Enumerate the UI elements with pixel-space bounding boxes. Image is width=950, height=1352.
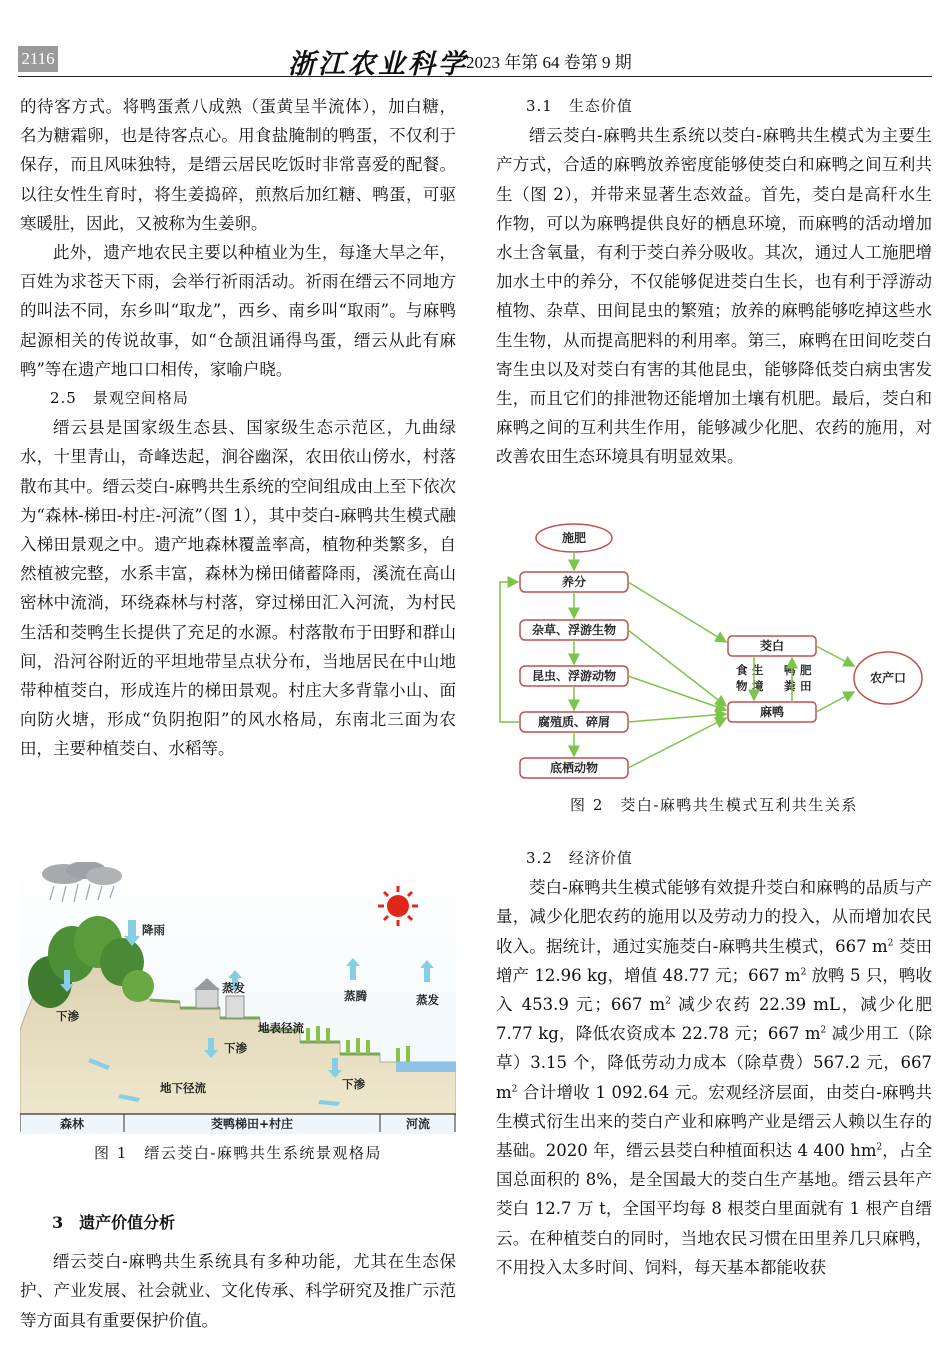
rel-food-2: 物 (736, 679, 748, 693)
label-rain: 降雨 (142, 923, 165, 937)
section-heading: 3.1 生态价值 (526, 97, 633, 115)
node-nutrients-label: 养分 (561, 575, 587, 589)
label-forest: 森林 (59, 1117, 85, 1131)
sun-icon (378, 886, 418, 926)
rel-words: 食物生境鸭粪肥田 (496, 520, 504, 521)
node-duck-label: 麻鸭 (759, 705, 785, 719)
figure-2-diagram (496, 520, 932, 790)
node-jiaobai-label: 茭白 (759, 639, 785, 653)
rel-habitat-1: 生 (752, 663, 764, 677)
node-output-label: 农产口 (869, 671, 907, 685)
page-number: 2116 (18, 46, 58, 72)
node-benthic-label: 底栖动物 (549, 761, 599, 775)
label-surface-runoff: 地表径流 (258, 1021, 304, 1035)
paragraph: 茭白-麻鸭共生模式能够有效提升茭白和麻鸭的品质与产量，减少化肥农药的施用以及劳动力的投入，从而增加农民收入。据统计，通过实施茭白-麻鸭共生模式，667 $m^2$ 茭田增产 12.96 kg，增值 48.77 元；667 $m^2$ 放鸭 5 只，鸭收入 453.9 元；667 $m^2$ 减少农药 22.39 mL，减少化肥 7.77 kg，降低农资成本 22.78 元；667 $m^2$ 减少用工（除草）3.15 个，降低劳动力成本（除草费）567.2 元，667 $m^2$ 合计增收 1 092.64 元。宏观经济层面，由茭白-麻鸭共生模式衍生出来的茭白产业和麻鸭产业是缙云人赖以生存的基础。2020 年，缙云县茭白种植面积达 4 400 $hm^2$，占全国总面积的 8%，是全国最大的茭白生产基地。缙云县年产茭白 12.7 万 t，全国平均每 8 根茭白里面就有 1 根产自缙云。在种植茭白的同时，当地农民习惯在田里养几只麻鸭，不用投入太多时间、饲料，每天基本都能收获 (496, 878, 932, 1277)
river-water (396, 1062, 456, 1072)
node-humus-label: 腐殖质、碎屑 (537, 715, 611, 729)
figure-1-landscape (20, 862, 456, 1134)
node-weeds-label: 杂草、浮游生物 (531, 623, 617, 637)
journal-issue: 2023 年第 64 卷第 9 期 (466, 53, 632, 72)
left-column (20, 92, 456, 862)
section-heading: 2.5 景观空间格局 (50, 389, 189, 408)
rel-fert-2: 田 (800, 679, 812, 693)
label-seep3: 下渗 (342, 1077, 365, 1091)
paragraph: 的待客方式。将鸭蛋煮八成熟（蛋黄呈半流体），加白糖，名为糖霜卵，也是待客点心。用食盐腌制的鸭蛋，不仅利于保存，而且风味独特，是缙云居民吃饭时非常喜爱的配餐。以往女性生育时，将生姜捣碎，煎熬后加红糖、鸭蛋，可驱寒暖肚，因此，又被称为生姜卵。 (20, 97, 456, 233)
label-seep2: 下渗 (224, 1041, 247, 1055)
section-heading: 3.2 经济价值 (526, 849, 633, 867)
paragraph: 此外，遗产地农民主要以种植业为生，每逢大旱之年，百姓为求苍天下雨，会举行祈雨活动。祈雨在缙云不同地方的叫法不同，东乡叫“取龙”，西乡、南乡叫“取雨”。与麻鸭起源相关的传说故事，如“仓颉沮诵得鸟蛋，缙云从此有麻鸭”等在遗产地口口相传，家喻户晓。 (20, 243, 456, 379)
paragraph: 缙云茭白-麻鸭共生系统以茭白-麻鸭共生模式为主要生产方式，合适的麻鸭放养密度能够使茭白和麻鸭之间互利共生（图 2），并带来显著生态效益。首先，茭白是高秆水生作物，可以为麻鸭提供良好的栖息环境，而麻鸭的活动增加水土含氧量，有利于茭白养分吸收。其次，通过人工施肥增加水土中的养分，不仅能够促进茭白生长，也有利于浮游动植物、杂草、田间昆虫的繁殖；放养的麻鸭能够吃掉这些水生生物，从而提高肥料的利用率。第三，麻鸭在田间吃茭白寄生虫以及对茭白有害的其他昆虫，能够降低茭白病虫害发生，而且它们的排泄物还能增加土壤有机肥。最后，茭白和麻鸭之间的互利共生作用，能够减少化肥、农药的施用，对改善农田生态环境具有明显效果。 (496, 126, 932, 467)
journal-title: 浙江农业科学 (288, 49, 468, 80)
label-evap1: 蒸发 (222, 981, 245, 995)
figure-1-caption: 图 1 缙云茭白-麻鸭共生系统景观格局 (94, 1144, 382, 1162)
flow-arrows (500, 552, 854, 768)
rel-manure-2: 粪 (784, 679, 796, 693)
paragraph: 缙云茭白-麻鸭共生系统具有多种功能，尤其在生态保护、产业发展、社会就业、文化传承、科学研究及推广示范等方面具有重要保护价值。 (20, 1252, 456, 1330)
left-column-lower (20, 1208, 456, 1335)
label-seep1: 下渗 (56, 1009, 79, 1023)
rel-habitat-2: 境 (752, 679, 764, 693)
node-insects-label: 昆虫、浮游动物 (531, 669, 617, 683)
label-evap2: 蒸发 (416, 993, 439, 1007)
header-rule (18, 76, 932, 77)
rel-food-1: 食 (736, 663, 748, 677)
section-heading: 3 遗产价值分析 (52, 1213, 176, 1232)
right-column (496, 92, 932, 472)
paragraph: 缙云县是国家级生态县、国家级生态示范区，九曲绿水，十里青山，奇峰迭起，涧谷幽深，农田依山傍水，村落散布其中。缙云茭白-麻鸭共生系统的空间组成由上至下依次为“森林-梯田-村庄-河流”（图 1），其中茭白-麻鸭共生模式融入梯田景观之中。遗产地森林覆盖率高，植物种类繁多，自然植被完整，水系丰富，森林为梯田储蓄降雨，溪流在高山密林中流淌，环绕森林与村落，穿过梯田汇入河流，为村民生活和茭鸭生长提供了充足的水源。村落散布于田野和群山间，沿河谷附近的平坦地带呈点状分布，当地居民在中山地带种植茭白，形成连片的梯田景观。村庄大多背靠小山、面向防火塘，形成“负阴抱阳”的风水格局，东南北三面为农田，主要种植茭白、水稻等。 (20, 418, 456, 759)
right-column-lower (496, 844, 932, 1282)
label-underground-runoff: 地下径流 (160, 1081, 206, 1095)
node-fertilize-label: 施肥 (561, 531, 587, 545)
label-steam: 蒸腾 (344, 989, 367, 1003)
label-terrace: 茭鸭梯田+村庄 (210, 1117, 294, 1131)
rel-manure-1: 鸭 (784, 663, 796, 677)
figure-2-caption: 图 2 茭白-麻鸭共生模式互利共生关系 (570, 796, 858, 814)
label-river: 河流 (405, 1117, 431, 1131)
rel-fert-1: 肥 (800, 663, 812, 677)
